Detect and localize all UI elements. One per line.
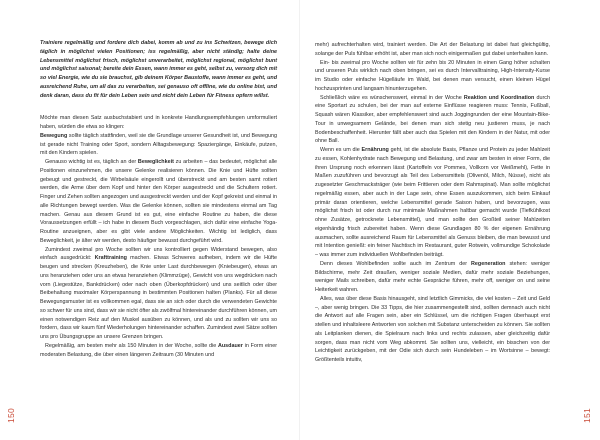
left-page-text: [40, 39, 277, 359]
paragraph: Ein- bis zweimal pro Woche sollten wir für zehn bis 20 Minuten in einen Gang höher schalten und unseren Puls wirklich nach oben bringen, sei es durch Intervalltraining, High-Intensity-Kurse im Studio oder einfache Hügelläufe im Wald, bei denen man versucht, einen kleinen Hügel hochzusprinten und langsam hinunterzugehen.: [315, 59, 550, 92]
term-krafttraining: Krafttraining: [94, 255, 127, 262]
paragraph-koordination: [315, 94, 550, 147]
paragraph-text: Schließlich wäre es wünschenswert, einmal in der Woche: [320, 94, 464, 101]
term-ausdauer: Ausdauer: [217, 342, 243, 349]
paragraph-krafttraining: [40, 246, 277, 342]
intro-paragraph: Trainiere regelmäßig und fordere dich dabei, komm ab und zu ins Schwitzen, bewege dich täglich in möglichst vielen Positionen; iss regelmäßig, aber nicht ständig; halte deine Lebensmittel möglichst frisch, möglichst unverarbeitet, möglichst regional, möglichst bunt und möglichst saisonal; bereite dein Essen, wann immer es geht, selbst zu, versorg dich mit so viel Energie, wie du sie brauchst, gib deinem Körper Baustoffe, wann immer es geht, und ausreichend Ruhe, um all das zu verarbeiten, sei genauso oft offline, wie du online bist, und denk daran, dass du fit für dein Leben sein und nicht dein Leben für Fitness opfern willst.: [40, 40, 277, 99]
paragraph-text: zu arbeiten – das bedeutet, möglichst alle Positionen einzunehmen, die unsere Gelenke realisieren können. Die Knie und Hüfte sollten gebeugt und gestreckt, die Wirbelsäule eingerollt und überstreckt und am besten samt rotiert werden, die Arme über dem Kopf und hinter den Körper ausgestreckt und die Schultern rotiert. Finger und Zehen sollten angezogen und ausgestreckt werden und der Kopf gekreist und einmal in alle Richtungen bewegt werden. Was die Gelenke können, sollten sie mindestens einmal am Tag machen. Genau aus diesem Grund ist es gut, eine einfache Routine zu haben, die diese Voraussetzungen erfüllt – ich habe in diesem Buch vorgeschlagen, sich dafür eine einfache Yoga-Routine anzueignen, aber es gibt viele andere Möglichkeiten. Wichtig ist lediglich, dass Beweglichkeit, je älter wir werden, desto häufiger bewusst durchgeführt wird.: [40, 159, 277, 244]
term-regeneration: Regeneration: [471, 260, 506, 267]
paragraph-text: Denn dieses Wohlbefinden sollte auch im Zentrum der: [320, 260, 472, 267]
paragraph-beweglichkeit: [40, 158, 277, 246]
paragraph-ausdauer: [40, 342, 277, 360]
paragraph-ernaehrung: [315, 146, 550, 260]
paragraph-regeneration: [315, 260, 550, 295]
paragraph-text: Regelmäßig, am besten mehr als 150 Minuten in der Woche, sollte die: [45, 342, 218, 349]
paragraph-text: in Form einer moderaten Belastung, die über einen längeren Zeitraum (30 Minuten und: [40, 342, 277, 358]
paragraph-text: stehen: weniger Bildschirme, mehr Zeit draußen, weniger soziale Medien, dafür mehr soziale Beziehungen, weniger Mails schreiben, dafür mehr echte Gespräche führen, mehr off, weniger on und seine Heiterkeit wahren.: [315, 260, 550, 293]
term-ernaehrung: Ernährung: [361, 147, 389, 153]
right-page-text: [315, 41, 550, 365]
paragraph: mehr) aufrechterhalten wird, trainiert werden. Die Art der Belastung ist dabei fast gleichgültig, solange der Puls fühlbar erhöht ist, aber man sich noch einigermaßen gut dabei unterhalten kann.: [315, 42, 550, 57]
paragraph: Möchte man diesen Satz ausbuchstabiert und in konkrete Handlungsempfehlungen umformuliert haben, würden die etwa so klingen:: [40, 115, 277, 130]
paragraph-text: Wenn es um die: [320, 147, 362, 153]
paragraph-bewegung: [40, 132, 277, 158]
paragraph-text: Zumindest zweimal pro Woche sollten wir uns kontrolliert gegen Widerstand bewegen, also einfach ausgedrückt:: [40, 246, 277, 262]
page-number-left: 150: [6, 407, 16, 423]
term-bewegung: Bewegung: [40, 132, 68, 139]
term-beweglichkeit: Beweglichkeit: [137, 159, 174, 165]
paragraph-text: machen. Etwas Schweres aufheben, indem wir die Hüfte beugen und strecken (Kreuzheben), die Knie unter Last durchbewegen (Kniebeugen), etwas an uns heranziehen oder uns an etwas heranziehen (Klimmzüge), Gewicht von uns wegdrücken nach vorn (Liegestütze, Bankdrücken) oder nach oben (Überkopfdrücken) und uns seitlich oder über Beibehaltung maximaler Körperspannung in bestimmten Positionen halten (Planks). Für all diese Bewegungsmuster ist es vollkommen egal, dass sie an sich oder durch die verwendeten Gewichte so schwer für uns sind, dass wir sie nicht öfter als zwölfmal hintereinander durchführen können, um einen notwendigen Reiz auf den Muskel ausüben zu können, und als und zu sollten wir uns so fordern, dass wir kaum fünf Wiederholungen hintereinander schaffen. Zumindest zwei Sätze sollten uns pro Übungsgruppe an unsere Grenzen bringen.: [40, 255, 277, 340]
paragraph: Alles, was über diese Basis hinausgeht, sind letztlich Gimmicks, die viel kosten – Zeit und Geld –, aber wenig bringen. Die 33 Tipps, die hier zusammengestellt sind, sollten demnach auch nicht die Antwort auf alle Fragen sein, aber ein Schlüssel, um die richtigen Fragen überhaupt erst stellen und inhaltsleere Antworten von solchen mit Substanz unterscheiden zu können. Sie sollten als Leitplanken dienen, die Spielraum nach links und rechts zulassen, aber gleichzeitig dafür sorgen, dass man nicht vom Weg abkommt. Sie sollten uns, vielleicht, ein bisschen von der Leichtigkeit zurückgeben, mit der Odie sich durch sein Hundeleben – im Wortsinne – bewegt: Größtenteils intuitiv,: [315, 295, 550, 363]
paragraph-text: Genauso wichtig ist es, täglich an der: [45, 159, 138, 165]
paragraph-text: geht, ist die absolute Basis, Pflanze und Protein zu jeder Mahlzeit zu essen, Kohlenhydrate nach Bewegung und Belastung, und zwar am besten in einer Form, die ihren Ursprung noch erkennen lässt (Kartoffeln vor Pommes, Vollkorn vor Weißmehl), Fette in Maßen zuzuführen und bevorzugt als Teil des Lebensmittels (Olivenöl, Milch, Nüsse), nicht als zugesetzter Geschmacksträger (wie beim Frittieren oder dem Rahmspinat). Man sollte möglichst regelmäßig essen, aber auch in der Lage sein, ohne Essen auszukommen, sich beim Einkauf primär daran orientieren, welche Lebensmittel gerade Saison haben, und bevorzugen, was möglichst frisch ist oder durch nur minimale Maßnahmen haltbar gemacht wurde (Tiefkühlkost ohne Zusätze, getrocknete Lebensmittel), und man sollte den Großteil seiner Mahlzeiten eigenhändig frisch zubereitet haben. Wenn diese Grundlagen 80 % der eigenen Ernährung ausmachen, sollte ausreichend Raum für Lebensmittel als Genuss bleiben, die man bewusst und mit Intention genießt: ein feiner Nachtisch im Restaurant, guter Rotwein, vollmundige Schokolade – was immer zum individuellen Wohlbefinden beiträgt.: [315, 147, 550, 258]
term-reaktion-koordination: Reaktion und Koordination: [463, 94, 535, 101]
page-number-right: 151: [582, 407, 592, 423]
paragraph-text: sollte täglich stattfinden, weil sie die Grundlage unserer Gesundheit ist, und Bewegung ist gerade nicht Training oder Sport, sondern Alltagsbewegung: Spaziergänge, Einkäufe, putzen, mit den Kindern spielen.: [40, 132, 277, 157]
paragraph-text: durch eine Sportart zu schulen, bei der man auf externe Einflüsse reagieren muss: Tennis, Fußball, Squash wären Klassiker, aber empfehlenswert sind auch Joggingrunden der eine Mountain-Bike-Tour in unwegsamem Gelände, bei denen man sich stetig neu justieren muss, je nach Bodenbeschaffenheit. Hierunter fällt aber auch das Spielen mit den Kindern in der Natur, mit oder ohne Ball.: [315, 94, 550, 145]
